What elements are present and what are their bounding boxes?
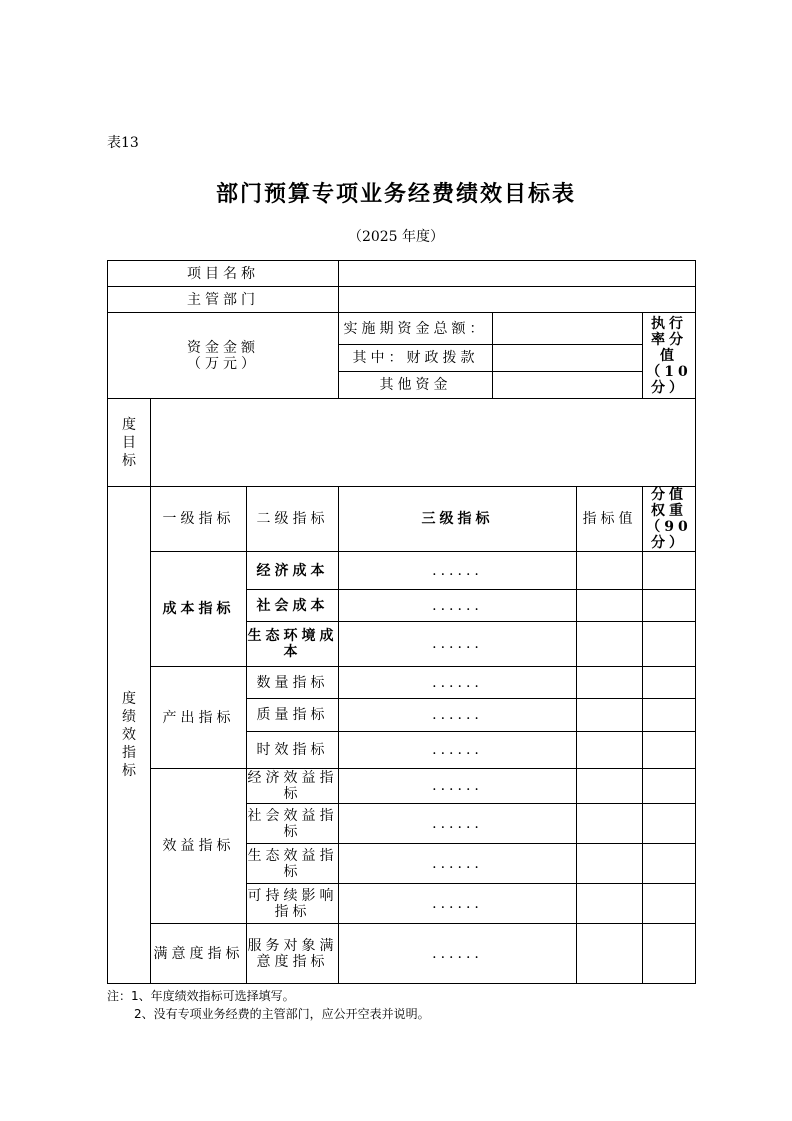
level2-cell: 数量指标 [247,667,339,699]
level2-cell: 可持续影响指标 [247,884,339,924]
weight-cell [643,552,696,590]
level3-cell: ...... [339,667,577,699]
annual-goal-row [108,399,696,487]
project-name-row [108,261,696,287]
funds-amount-label [108,313,339,399]
funds-fiscal-value [493,345,643,372]
level2-cell: 质量指标 [247,699,339,732]
weight-cell [643,884,696,924]
weight-cell [643,667,696,699]
indicator-value-cell [577,699,643,732]
table-row [108,552,696,590]
level2-cell: 时效指标 [247,732,339,769]
indicator-value-cell [577,769,643,804]
weight-cell [643,622,696,667]
notes-prefix: 注： [107,989,132,1003]
funds-total-row [108,313,696,345]
header-level2: 二级指标 [247,487,339,552]
weight-cell [643,699,696,732]
notes [107,987,430,1023]
level2-cell: 经济效益指标 [247,770,338,802]
indicator-value-cell [577,667,643,699]
weight-cell [643,804,696,844]
note-item: 2、没有专项业务经费的主管部门，应公开空表并说明。 [134,1007,430,1021]
indicator-section-label-cell [108,487,151,984]
weight-cell [643,590,696,622]
table-row [108,667,696,699]
header-level3: 三级指标 [339,487,577,552]
indicator-value-cell [577,590,643,622]
weight-cell [643,732,696,769]
annual-goal-value [151,399,696,487]
indicator-value-cell [577,732,643,769]
department-label: 主管部门 [108,287,339,313]
execution-score-label: 执行率分值（10分） [643,313,696,399]
indicator-section-label: 度绩效指标 [122,691,136,779]
level2-cell: 服务对象满意度指标 [247,924,339,984]
department-row [108,287,696,313]
weight-cell [643,924,696,984]
level2-cell: 社会成本 [247,590,339,622]
project-name-value [339,261,696,287]
indicator-value-cell [577,622,643,667]
annual-goal-label-cell [108,399,151,487]
funds-other-value [493,372,643,399]
table-row [108,769,696,804]
funds-unit: （万元） [187,355,259,372]
level3-cell: ...... [339,732,577,769]
indicator-value-cell [577,804,643,844]
level2-cell: 经济成本 [247,552,339,590]
level3-cell: ...... [339,622,577,667]
level1-output: 产出指标 [151,667,247,769]
note-item: 1、年度绩效指标可选择填写。 [131,989,295,1003]
level2-cell: 生态环境成本 [247,622,339,667]
level2-cell: 社会效益指标 [247,804,339,844]
funds-fiscal-label: 其中：财政拨款 [339,345,493,372]
table-row [108,924,696,984]
department-value [339,287,696,313]
level3-cell: ...... [339,769,577,804]
level3-cell: ...... [339,590,577,622]
level1-satisfaction: 满意度指标 [151,924,247,984]
year-subtitle: （2025 年度） [347,229,445,245]
funds-other-label: 其他资金 [339,372,493,399]
funds-total-value [493,313,643,345]
funds-label: 资金金额 [187,339,259,356]
header-value: 指标值 [577,487,643,552]
page-title: 部门预算专项业务经费绩效目标表 [215,182,576,207]
table-number: 表13 [107,135,139,151]
level3-cell: ...... [339,699,577,732]
header-weight: 分值权重（90分） [643,487,696,552]
header-level1: 一级指标 [151,487,247,552]
annual-goal-label: 度目标 [122,416,136,469]
level3-cell: ...... [339,804,577,844]
weight-cell [643,844,696,884]
level3-cell: ...... [339,844,577,884]
level3-cell: ...... [339,552,577,590]
funds-total-label: 实施期资金总额： [339,313,493,345]
performance-target-table [107,260,696,984]
project-name-label: 项目名称 [108,261,339,287]
indicator-value-cell [577,844,643,884]
indicator-value-cell [577,924,643,984]
indicator-value-cell [577,884,643,924]
level2-cell: 生态效益指标 [247,844,339,884]
indicator-value-cell [577,552,643,590]
level1-benefit: 效益指标 [151,769,247,924]
weight-cell [643,769,696,804]
level3-cell: ...... [339,924,577,984]
indicator-header-row [108,487,696,552]
level1-cost: 成本指标 [151,552,247,667]
level3-cell: ...... [339,884,577,924]
